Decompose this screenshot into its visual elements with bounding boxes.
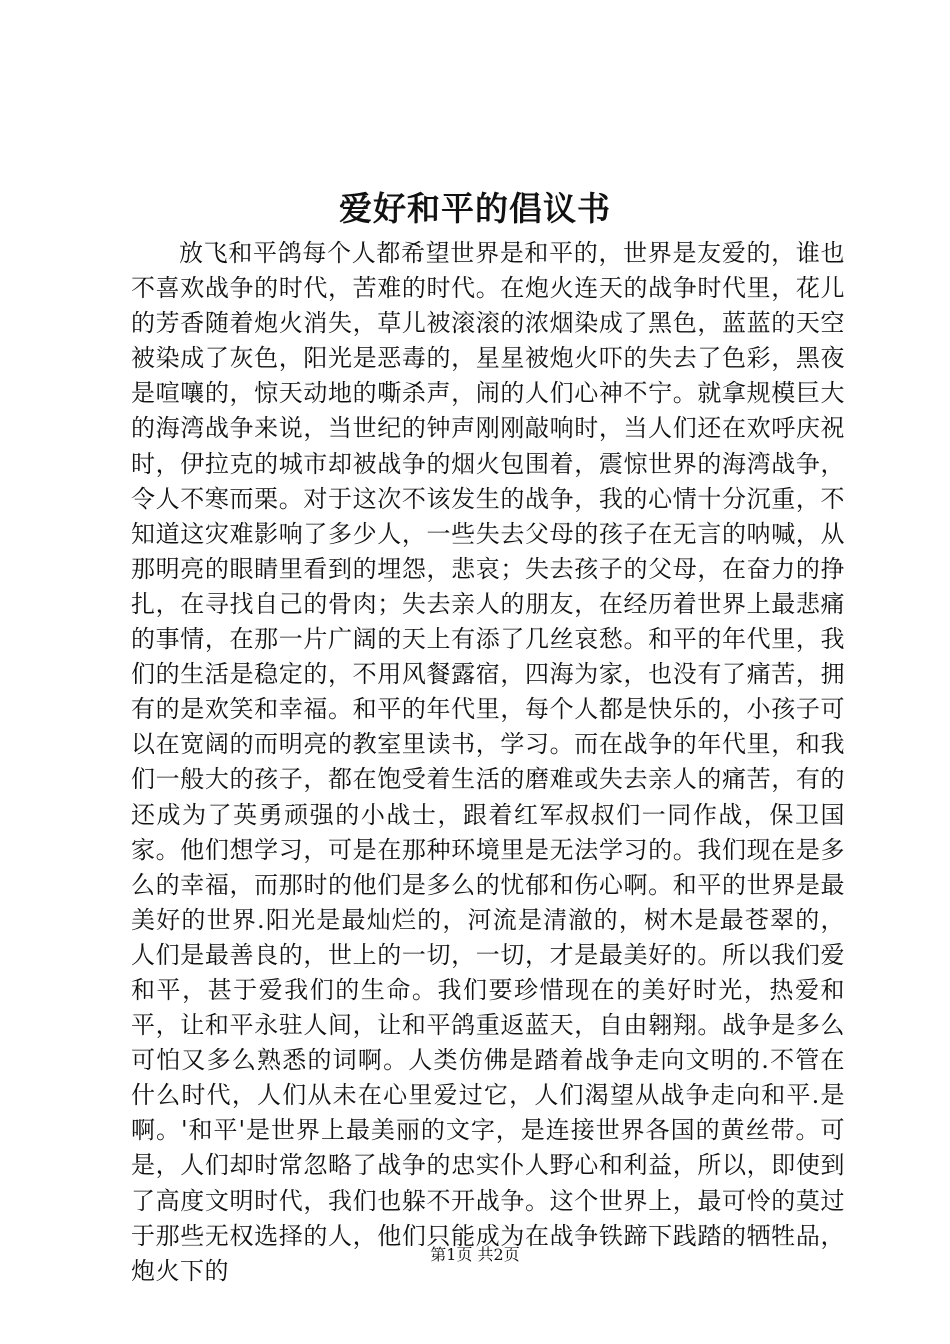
page-indicator: 第1页 共2页	[430, 1245, 520, 1264]
document-title: 爱好和平的倡议书	[339, 189, 611, 228]
body-paragraph: 放飞和平鸽每个人都希望世界是和平的，世界是友爱的，谁也不喜欢战争的时代，苦难的时代。在炮火连天的战争时代里，花儿的芳香随着炮火消失，草儿被滚滚的浓烟染成了黑色，蓝蓝的天空被染成了灰色，阳光是恶毒的，星星被炮火吓的失去了色彩，黑夜是喧嚷的，惊天动地的嘶杀声，闹的人们心神不宁。就拿规模巨大的海湾战争来说，当世纪的钟声刚刚敲响时，当人们还在欢呼庆祝时，伊拉克的城市却被战争的烟火包围着，震惊世界的海湾战争，令人不寒而栗。对于这次不该发生的战争，我的心情十分沉重，不知道这灾难影响了多少人，一些失去父母的孩子在无言的呐喊，从那明亮的眼睛里看到的埋怨，悲哀；失去孩子的父母，在奋力的挣扎，在寻找自己的骨肉；失去亲人的朋友，在经历着世界上最悲痛的事情，在那一片广阔的天上有添了几丝哀愁。和平的年代里，我们的生活是稳定的，不用风餐露宿，四海为家，也没有了痛苦，拥有的是欢笑和幸福。和平的年代里，每个人都是快乐的，小孩子可以在宽阔的而明亮的教室里读书，学习。而在战争的年代里，和我们一般大的孩子，都在饱受着生活的磨难或失去亲人的痛苦，有的还成为了英勇顽强的小战士，跟着红军叔叔们一同作战，保卫国家。他们想学习，可是在那种环境里是无法学习的。我们现在是多么的幸福，而那时的他们是多么的忧郁和伤心啊。和平的世界是最美好的世界.阳光是最灿烂的，河流是清澈的，树木是最苍翠的，人们是最善良的，世上的一切，一切，才是最美好的。所以我们爱和平，甚于爱我们的生命。我们要珍惜现在的美好时光，热爱和平，让和平永驻人间，让和平鸽重返蓝天，自由翱翔。战争是多么可怕又多么熟悉的词啊。人类仿佛是踏着战争走向文明的.不管在什么时代，人们从未在心里爱过它，人们渴望从战争走向和平.是啊。'和平'是世界上最美丽的文字，是连接世界各国的黄丝带。可是，人们却时常忽略了战争的忠实仆人野心和利益，所以，即使到了高度文明时代，我们也躲不开战争。这个世界上，最可怜的莫过于那些无权选择的人，他们只能成为在战争铁蹄下践踏的牺牲品，炮火下的	[131, 239, 845, 1285]
